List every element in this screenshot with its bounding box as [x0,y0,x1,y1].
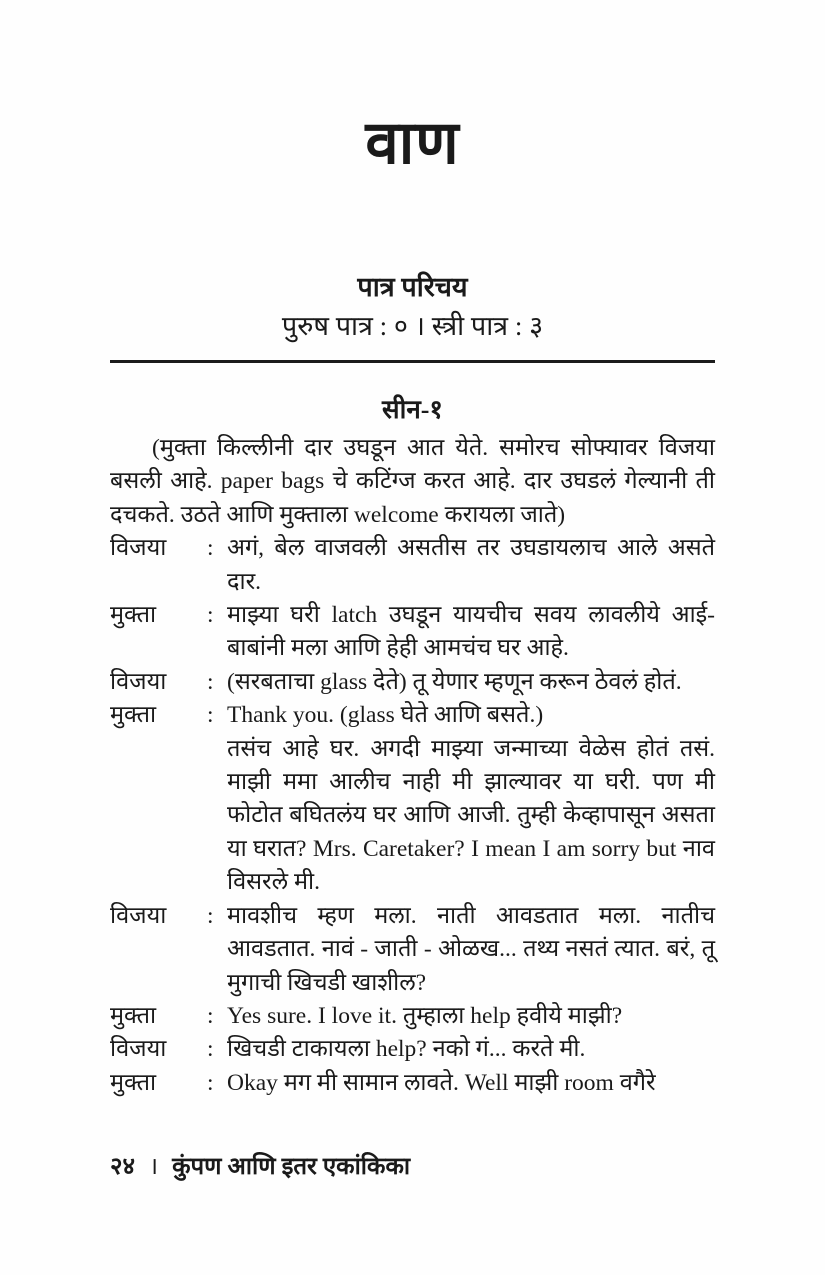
cast-heading: पात्र परिचय [357,272,468,302]
speaker-name: विजया [110,668,167,695]
speaker-colon: : [207,1036,214,1063]
speaker-colon: : [207,535,214,562]
dialogue-row [110,1000,715,1033]
speech-text: Thank you. (glass घेते आणि बसते.) तसंच आहे घर. अगदी माझ्या जन्माच्या वेळेस होतं तसं. माझी ममा आलीच नाही मी झाल्यावर या घरी. पण मी फोटोत बघितलंय घर आणि आजी. तुम्ही केव्हापासून असता या घरात? Mrs. Caretaker? I mean I am sorry but नाव विसरले मी. [227,702,715,896]
dialogue-row [110,1033,715,1066]
divider-rule [110,360,715,363]
speech-text: खिचडी टाकायला help? नको गं... करते मी. [227,1036,586,1063]
speaker-name: मुक्ता [110,1069,157,1096]
page-footer [110,1151,410,1183]
speaker-name: मुक्ता [110,1002,157,1029]
speaker-colon: : [207,1002,214,1029]
speech-text: Okay मग मी सामान लावते. Well माझी room वगैरे [227,1069,656,1096]
speech-text: (सरबताचा glass देते) तू येणार म्हणून करून ठेवलं होतं. [227,668,682,695]
speech-text: माझ्या घरी latch उघडून यायचीच सवय लावलीये आई-बाबांनी मला आणि हेही आमचंच घर आहे. [227,602,715,662]
speaker-colon: : [207,1069,214,1096]
scene-heading: सीन-१ [382,395,443,424]
footer-separator: । [148,1154,159,1180]
dialogue-row [110,1067,715,1100]
speaker-colon: : [207,668,214,695]
speech-text: अगं, बेल वाजवली असतीस तर उघडायलाच आले असते दार. [227,535,715,595]
dialogue-row [110,699,715,899]
speaker-colon: : [207,902,214,929]
dialogue-row [110,900,715,1000]
speech-text: मावशीच म्हण मला. नाती आवडतात मला. नातीच आवडतात. नावं - जाती - ओळख... तथ्य नसतं त्यात. बरं, तू मुगाची खिचडी खाशील? [227,902,715,996]
dialogue-row [110,599,715,666]
speech-text: Yes sure. I love it. तुम्हाला help हवीये माझी? [227,1002,623,1029]
book-title: कुंपण आणि इतर एकांकिका [172,1154,411,1180]
play-title: वाण [365,110,460,176]
page-number: २४ [110,1154,135,1180]
dialogue-list [110,532,715,1100]
cast-count-line: पुरुष पात्र : ० । स्त्री पात्र : ३ [281,311,544,341]
speaker-colon: : [207,602,214,629]
speaker-name: मुक्ता [110,602,157,629]
speaker-name: विजया [110,1036,167,1063]
speaker-name: विजया [110,902,167,929]
speaker-colon: : [207,702,214,729]
stage-direction: (मुक्ता किल्लीनी दार उघडून आत येते. समोरच सोफ्यावर विजया बसली आहे. paper bags चे कटिंग्ज करत आहे. दार उघडलं गेल्यानी ती दचकते. उठते आणि मुक्ताला welcome करायला जाते) [110,435,715,528]
speaker-name: मुक्ता [110,702,157,729]
dialogue-row [110,532,715,599]
dialogue-row [110,666,715,699]
speaker-name: विजया [110,535,167,562]
cast-block [110,270,715,344]
